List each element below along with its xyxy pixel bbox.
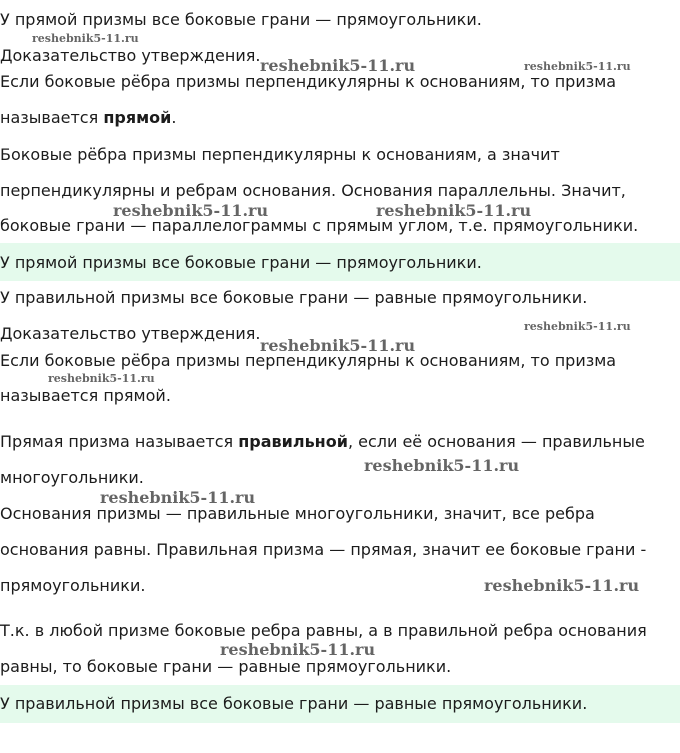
bold-term: прямой [103, 108, 172, 127]
watermark: reshebnik5-11.ru [48, 372, 155, 385]
watermark: reshebnik5-11.ru [484, 576, 640, 595]
text-line: боковые грани — параллелограммы с прямым углом, т.е. прямоугольники. [0, 216, 639, 235]
text-part: называется [0, 108, 104, 127]
watermark: reshebnik5-11.ru [220, 640, 376, 659]
text-line [0, 432, 645, 452]
watermark: reshebnik5-11.ru [524, 60, 631, 73]
text-line: перпендикулярны и ребрам основания. Основания параллельны. Значит, [0, 181, 626, 200]
watermark: reshebnik5-11.ru [376, 201, 532, 220]
highlighted-conclusion: У прямой призмы все боковые грани — прямоугольники. [0, 253, 482, 272]
bold-term: правильной [238, 432, 348, 451]
watermark: reshebnik5-11.ru [364, 456, 520, 475]
statement-line: У прямой призмы все боковые грани — прямоугольники. [0, 10, 482, 29]
proof-heading: Доказательство утверждения. [0, 46, 261, 65]
watermark: reshebnik5-11.ru [100, 488, 256, 507]
text-line: называется прямой. [0, 386, 171, 405]
statement-line: У правильной призмы все боковые грани — равные прямоугольники. [0, 288, 588, 307]
watermark: reshebnik5-11.ru [260, 336, 416, 355]
watermark: reshebnik5-11.ru [260, 56, 416, 75]
text-line: основания равны. Правильная призма — прямая, значит ее боковые грани - [0, 540, 647, 559]
text-part: Прямая призма называется [0, 432, 239, 451]
text-line [0, 108, 176, 128]
text-part: . [171, 108, 177, 127]
text-line: Если боковые рёбра призмы перпендикулярны к основаниям, то призма [0, 351, 617, 370]
text-line: равны, то боковые грани — равные прямоугольники. [0, 657, 452, 676]
text-line: Основания призмы — правильные многоугольники, значит, все ребра [0, 504, 595, 523]
watermark: reshebnik5-11.ru [32, 32, 139, 45]
highlighted-conclusion: У правильной призмы все боковые грани — равные прямоугольники. [0, 694, 588, 713]
proof-heading: Доказательство утверждения. [0, 324, 261, 343]
text-line: Боковые рёбра призмы перпендикулярны к основаниям, а значит [0, 145, 560, 164]
text-line: Т.к. в любой призме боковые ребра равны, а в правильной ребра основания [0, 621, 647, 640]
text-part: , если её основания — правильные [347, 432, 645, 451]
text-line: Если боковые рёбра призмы перпендикулярны к основаниям, то призма [0, 72, 617, 91]
text-line: многоугольники. [0, 468, 144, 487]
watermark: reshebnik5-11.ru [113, 201, 269, 220]
watermark: reshebnik5-11.ru [524, 320, 631, 333]
text-line: прямоугольники. [0, 576, 146, 595]
